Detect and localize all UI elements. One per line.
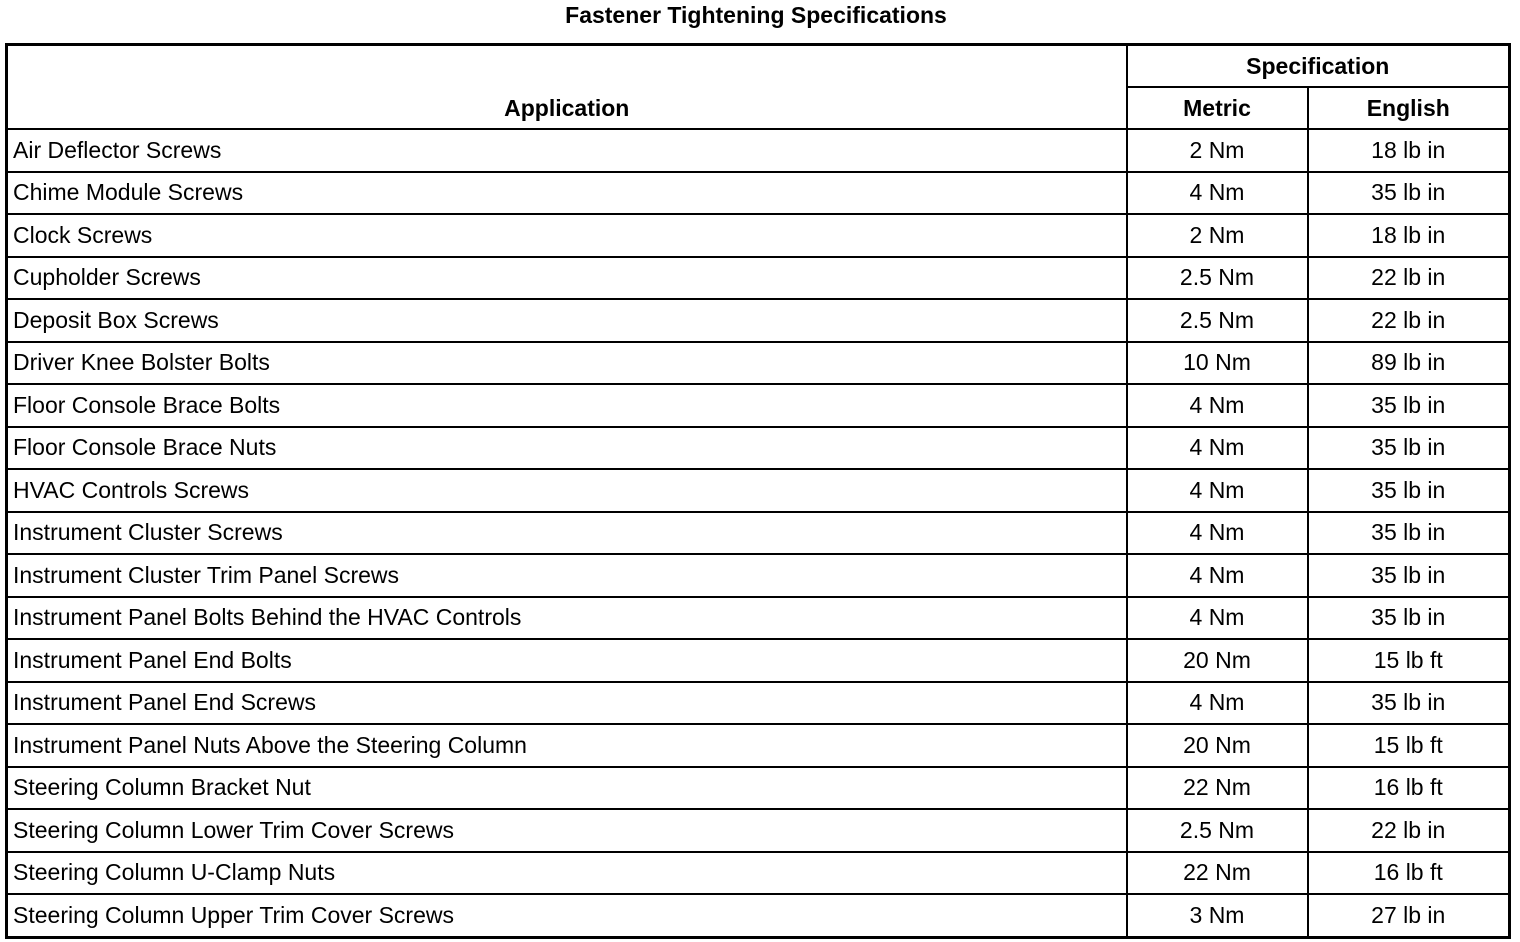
cell-metric: 2 Nm xyxy=(1127,214,1308,257)
page-title: Fastener Tightening Specifications xyxy=(565,2,947,28)
table-row xyxy=(7,512,1510,555)
table-row xyxy=(7,172,1510,215)
cell-english: 22 lb in xyxy=(1308,299,1510,342)
column-header-specification: Specification xyxy=(1127,45,1510,88)
table-row xyxy=(7,427,1510,470)
cell-metric: 4 Nm xyxy=(1127,172,1308,215)
table-row xyxy=(7,342,1510,385)
table-row xyxy=(7,129,1510,172)
cell-metric: 2.5 Nm xyxy=(1127,257,1308,300)
table-row xyxy=(7,384,1510,427)
table-row xyxy=(7,724,1510,767)
cell-metric: 10 Nm xyxy=(1127,342,1308,385)
cell-english: 35 lb in xyxy=(1308,427,1510,470)
cell-english: 22 lb in xyxy=(1308,809,1510,852)
table-row xyxy=(7,639,1510,682)
cell-english: 35 lb in xyxy=(1308,384,1510,427)
cell-english: 35 lb in xyxy=(1308,554,1510,597)
cell-english: 35 lb in xyxy=(1308,597,1510,640)
cell-application: Steering Column U-Clamp Nuts xyxy=(7,852,1127,895)
cell-application: Floor Console Brace Bolts xyxy=(7,384,1127,427)
table-row xyxy=(7,214,1510,257)
table-row xyxy=(7,852,1510,895)
cell-metric: 20 Nm xyxy=(1127,639,1308,682)
column-header-application: Application xyxy=(7,45,1127,130)
cell-english: 22 lb in xyxy=(1308,257,1510,300)
cell-application: Floor Console Brace Nuts xyxy=(7,427,1127,470)
table-row xyxy=(7,554,1510,597)
cell-application: Chime Module Screws xyxy=(7,172,1127,215)
cell-metric: 4 Nm xyxy=(1127,469,1308,512)
column-header-english: English xyxy=(1308,87,1510,129)
table-body xyxy=(7,129,1510,937)
cell-application: Cupholder Screws xyxy=(7,257,1127,300)
table-row xyxy=(7,597,1510,640)
cell-metric: 3 Nm xyxy=(1127,894,1308,937)
cell-application: Instrument Cluster Screws xyxy=(7,512,1127,555)
cell-application: Instrument Panel Bolts Behind the HVAC Controls xyxy=(7,597,1127,640)
cell-metric: 2 Nm xyxy=(1127,129,1308,172)
cell-application: Instrument Panel Nuts Above the Steering Column xyxy=(7,724,1127,767)
cell-metric: 4 Nm xyxy=(1127,597,1308,640)
table-row xyxy=(7,469,1510,512)
cell-english: 35 lb in xyxy=(1308,469,1510,512)
table-row xyxy=(7,809,1510,852)
cell-metric: 4 Nm xyxy=(1127,554,1308,597)
cell-english: 35 lb in xyxy=(1308,512,1510,555)
cell-metric: 4 Nm xyxy=(1127,384,1308,427)
cell-application: Instrument Panel End Bolts xyxy=(7,639,1127,682)
cell-metric: 4 Nm xyxy=(1127,512,1308,555)
table-row xyxy=(7,767,1510,810)
header-row-top xyxy=(7,45,1510,88)
cell-metric: 2.5 Nm xyxy=(1127,299,1308,342)
cell-application: Instrument Cluster Trim Panel Screws xyxy=(7,554,1127,597)
cell-english: 15 lb ft xyxy=(1308,724,1510,767)
table-row xyxy=(7,682,1510,725)
cell-application: Clock Screws xyxy=(7,214,1127,257)
cell-application: Steering Column Upper Trim Cover Screws xyxy=(7,894,1127,937)
table-row xyxy=(7,257,1510,300)
cell-metric: 20 Nm xyxy=(1127,724,1308,767)
cell-application: Deposit Box Screws xyxy=(7,299,1127,342)
cell-application: Steering Column Lower Trim Cover Screws xyxy=(7,809,1127,852)
cell-english: 18 lb in xyxy=(1308,129,1510,172)
cell-application: Instrument Panel End Screws xyxy=(7,682,1127,725)
cell-english: 27 lb in xyxy=(1308,894,1510,937)
cell-english: 18 lb in xyxy=(1308,214,1510,257)
cell-metric: 22 Nm xyxy=(1127,852,1308,895)
cell-metric: 2.5 Nm xyxy=(1127,809,1308,852)
cell-english: 16 lb ft xyxy=(1308,852,1510,895)
cell-english: 16 lb ft xyxy=(1308,767,1510,810)
cell-application: HVAC Controls Screws xyxy=(7,469,1127,512)
cell-metric: 4 Nm xyxy=(1127,427,1308,470)
cell-metric: 4 Nm xyxy=(1127,682,1308,725)
cell-metric: 22 Nm xyxy=(1127,767,1308,810)
column-header-metric: Metric xyxy=(1127,87,1308,129)
cell-english: 35 lb in xyxy=(1308,172,1510,215)
cell-application: Driver Knee Bolster Bolts xyxy=(7,342,1127,385)
cell-application: Air Deflector Screws xyxy=(7,129,1127,172)
fastener-spec-table xyxy=(5,43,1511,939)
cell-english: 89 lb in xyxy=(1308,342,1510,385)
table-row xyxy=(7,894,1510,937)
cell-application: Steering Column Bracket Nut xyxy=(7,767,1127,810)
cell-english: 35 lb in xyxy=(1308,682,1510,725)
table-row xyxy=(7,299,1510,342)
cell-english: 15 lb ft xyxy=(1308,639,1510,682)
